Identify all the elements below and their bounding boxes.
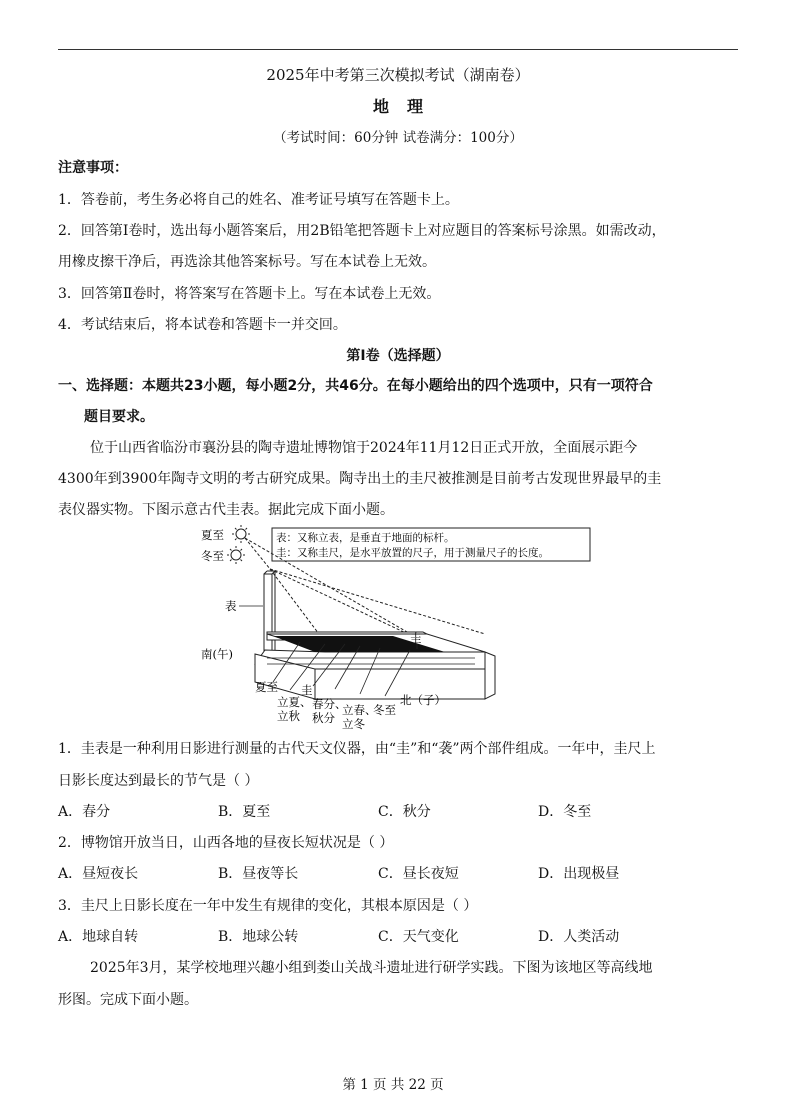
passage-line: 表仪器实物。下图示意古代圭表。据此完成下面小题。 — [58, 502, 394, 518]
option-b[interactable]: B．夏至 — [218, 804, 271, 820]
sun-icon — [227, 546, 245, 564]
notice-item: 用橡皮擦干净后，再选涂其他答案标号。写在本试卷上无效。 — [58, 254, 436, 270]
option-c[interactable]: C．昼长夜短 — [378, 866, 459, 882]
legend-biao: 表：又称立表，是垂直于地面的标杆。 — [276, 532, 455, 544]
option-b[interactable]: B．地球公转 — [218, 929, 299, 945]
notice-item: 3．回答第Ⅱ卷时，将答案写在答题卡上。写在本试卷上无效。 — [58, 286, 441, 302]
gui-biao-figure — [195, 524, 595, 732]
option-c[interactable]: C．天气变化 — [378, 929, 459, 945]
option-c[interactable]: C．秋分 — [378, 804, 431, 820]
notice-item: 2．回答第Ⅰ卷时，选出每小题答案后，用2B铅笔把答题卡上对应题目的答案标号涂黑。如需改动， — [58, 223, 666, 239]
question-3-stem: 3．圭尺上日影长度在一年中发生有规律的变化，其根本原因是（ ） — [58, 898, 478, 914]
question-1-stem: 1．圭表是一种利用日影进行测量的古代天文仪器，由“圭”和“袭”两个部件组成。一年中，圭尺上 — [58, 741, 656, 757]
biao-label: 表 — [225, 599, 237, 613]
top-rule — [58, 49, 738, 50]
option-a[interactable]: A．昼短夜长 — [58, 866, 139, 882]
north-label: 北（子） — [400, 693, 446, 707]
passage-line: 形图。完成下面小题。 — [58, 992, 198, 1008]
page-footer: 第 1 页 共 22 页 — [342, 1077, 444, 1093]
section-title: 第Ⅰ卷（选择题） — [346, 348, 450, 364]
sun-icon — [232, 525, 250, 543]
lidong-label: 立冬 — [342, 717, 365, 731]
lichun-label: 立春、 — [342, 703, 377, 717]
exam-time-info: （考试时间：60分钟 试卷满分：100分） — [273, 130, 523, 146]
chunfen-label: 春分、 — [312, 697, 347, 711]
liqiu-label: 立秋 — [277, 709, 300, 723]
passage-line: 位于山西省临汾市襄汾县的陶寺遗址博物馆于2024年11月12日正式开放，全面展示距今 — [90, 440, 638, 456]
option-a[interactable]: A．春分 — [58, 804, 111, 820]
exam-title: 2025年中考第三次模拟考试（湖南卷） — [266, 66, 530, 84]
qiufen-label: 秋分 — [312, 711, 335, 725]
option-b[interactable]: B．昼夜等长 — [218, 866, 299, 882]
south-label: 南(午) — [201, 647, 233, 661]
notice-item: 1．答卷前，考生务必将自己的姓名、准考证号填写在答题卡上。 — [58, 192, 459, 208]
gnomon — [264, 571, 275, 654]
summer-solstice-sun-label: 夏至 — [201, 528, 224, 542]
question-2-stem: 2．博物馆开放当日，山西各地的昼夜长短状况是（ ） — [58, 835, 394, 851]
passage-line: 2025年3月，某学校地理兴趣小组到娄山关战斗遗址进行研学实践。下图为该地区等高线地 — [90, 960, 653, 976]
winter-solstice-sun-label: 冬至 — [201, 549, 224, 563]
option-d[interactable]: D．人类活动 — [538, 929, 620, 945]
option-d[interactable]: D．冬至 — [538, 804, 592, 820]
gui-label-top: 圭 — [410, 631, 422, 645]
notice-heading: 注意事项： — [58, 160, 128, 176]
passage-line: 4300年到3900年陶寺文明的考古研究成果。陶寺出土的圭尺被推测是目前考古发现世界最早的圭 — [58, 471, 662, 487]
dongzhi-label: 冬至 — [373, 703, 396, 717]
subject-title: 地理 — [372, 97, 441, 116]
notice-item: 4．考试结束后，将本试卷和答题卡一并交回。 — [58, 317, 347, 333]
section-instruction-cont: 题目要求。 — [84, 409, 154, 425]
option-d[interactable]: D．出现极昼 — [538, 866, 620, 882]
gui-label-bottom: 圭 — [301, 683, 313, 697]
section-instruction: 一、选择题：本题共23小题，每小题2分，共46分。在每小题给出的四个选项中，只有一项符合 — [58, 378, 653, 394]
option-a[interactable]: A．地球自转 — [58, 929, 139, 945]
legend-gui: 圭：又称圭尺，是水平放置的尺子，用于测量尺子的长度。 — [276, 547, 549, 559]
lixia-label: 立夏、 — [277, 695, 312, 709]
xiazhi-label: 夏至 — [255, 680, 278, 694]
question-1-stem-cont: 日影长度达到最长的节气是（ ） — [58, 773, 259, 789]
